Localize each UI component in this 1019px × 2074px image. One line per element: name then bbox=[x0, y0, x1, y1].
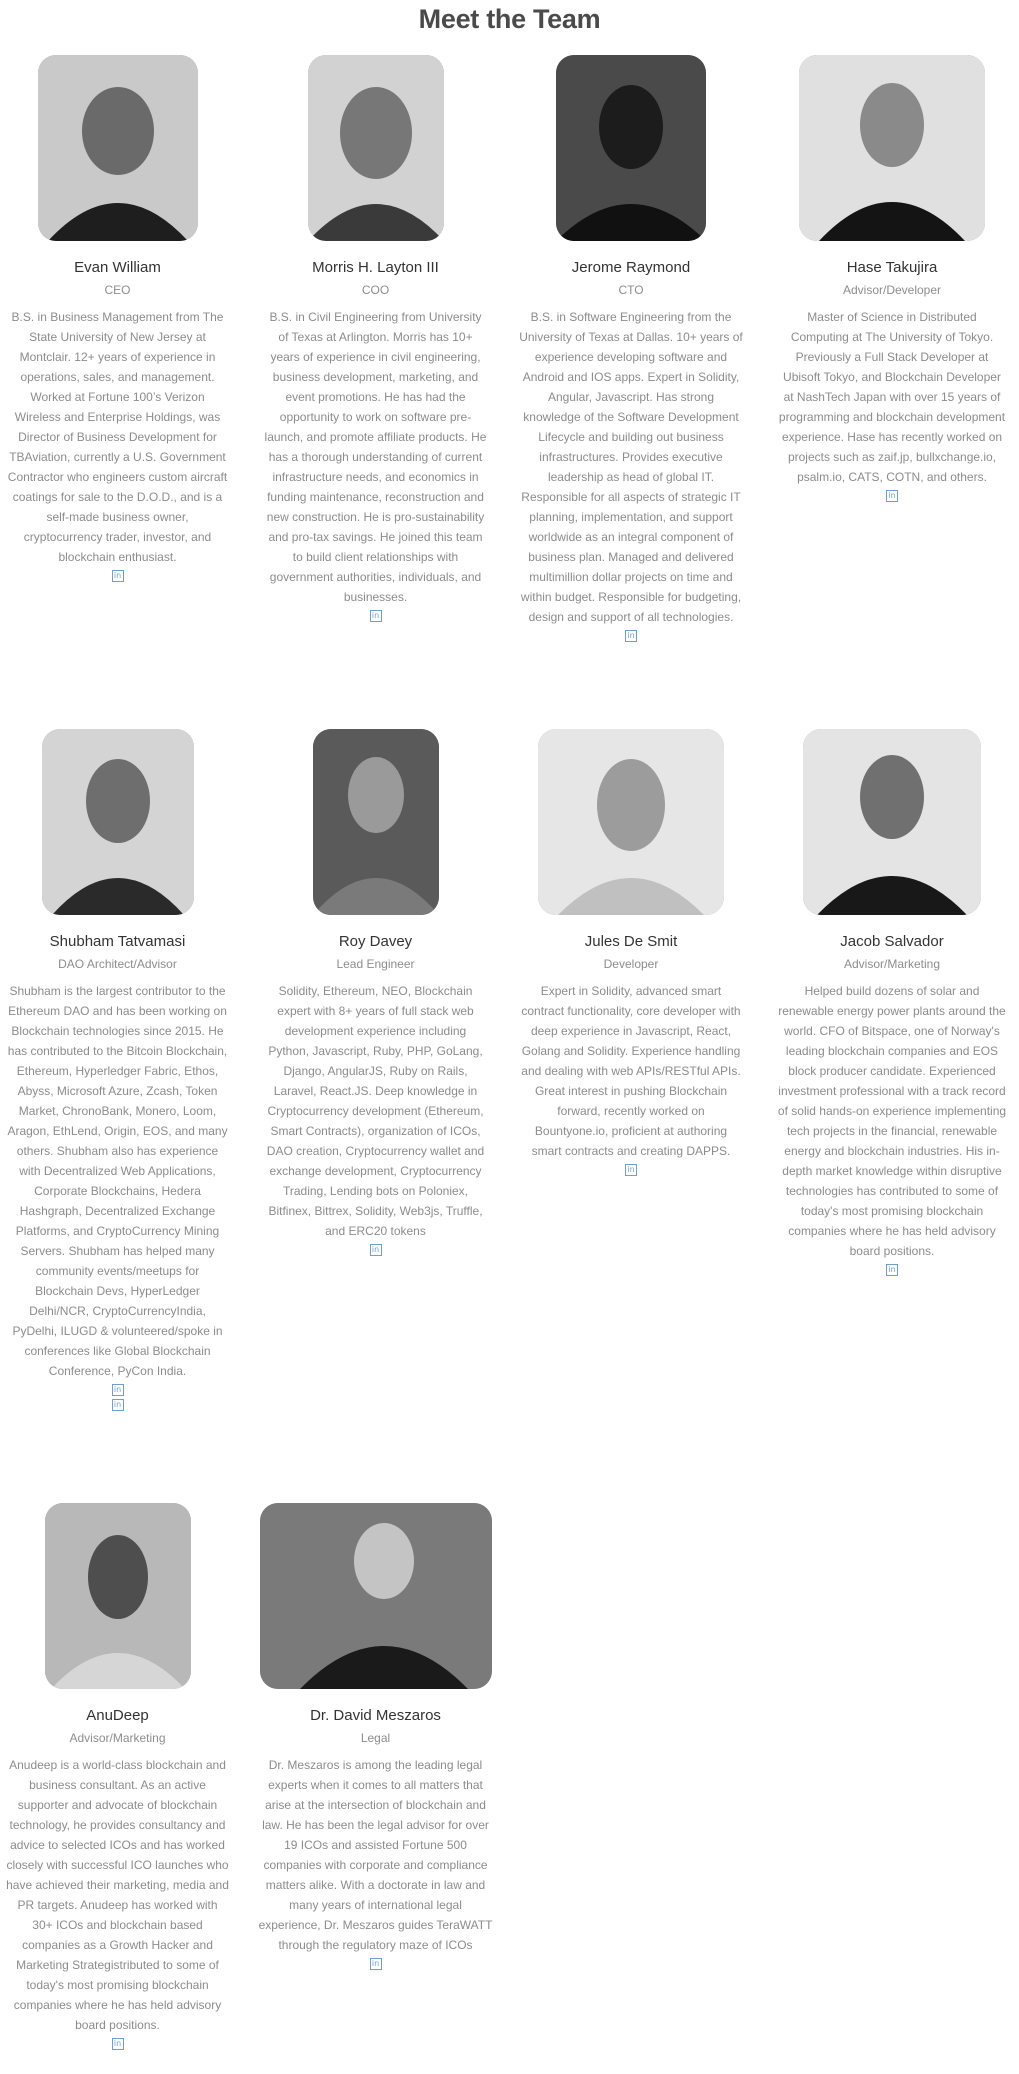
member-role: Lead Engineer bbox=[336, 957, 415, 971]
member-photo bbox=[42, 729, 194, 915]
team-member-morris bbox=[263, 55, 488, 622]
linkedin-icon[interactable]: in bbox=[625, 1164, 637, 1176]
team-member-hase bbox=[777, 55, 1007, 502]
member-role: Advisor/Marketing bbox=[843, 957, 941, 971]
linkedin-icon[interactable]: in bbox=[625, 630, 637, 642]
member-bio: Expert in Solidity, advanced smart contract functionality, core developer with deep experience in Javascript, React, Golang and Solidity. Experience handling and dealing with web APIs/RESTful APIs. Great interest in pushing Blockchain forward, recently worked on Bountyone.io, proficient at authoring smart contracts and creating DAPPS. bbox=[521, 984, 741, 1158]
page-title: Meet the Team bbox=[418, 4, 601, 34]
linkedin-icon[interactable]: in bbox=[112, 2038, 124, 2050]
member-name: Jacob Salvador bbox=[840, 933, 944, 950]
member-role: CEO bbox=[104, 283, 131, 297]
member-name: Hase Takujira bbox=[846, 259, 938, 276]
linkedin-icon[interactable]: in bbox=[886, 490, 898, 502]
member-name: Roy Davey bbox=[338, 933, 413, 950]
member-name: AnuDeep bbox=[86, 1707, 149, 1724]
member-name: Morris H. Layton III bbox=[312, 259, 439, 276]
member-photo bbox=[260, 1503, 492, 1689]
linkedin-icon[interactable]: in bbox=[370, 610, 382, 622]
member-name: Jerome Raymond bbox=[571, 259, 691, 276]
team-member-anudeep bbox=[6, 1503, 229, 2050]
member-photo bbox=[556, 55, 706, 241]
member-photo bbox=[38, 55, 198, 241]
team-member-jacob bbox=[777, 729, 1007, 1276]
linkedin-icon[interactable]: in bbox=[886, 1264, 898, 1276]
member-role: Advisor/Developer bbox=[842, 283, 942, 297]
member-bio: Anudeep is a world-class blockchain and business consultant. As an active supporter and advocate of blockchain technology, he provides consultancy and advice to selected ICOs and has worked closely with successful ICO launches who have achieved their marketing, media and PR targets. Anudeep has worked with 30+ ICOs and blockchain based companies as a Growth Hacker and Marketing Strategistributed to some of today's most promising blockchain companies where he has held advisory board positions. bbox=[6, 1758, 229, 2032]
member-name: Shubham Tatvamasi bbox=[49, 933, 186, 950]
member-bio: Shubham is the largest contributor to the Ethereum DAO and has been working on Blockchain technologies since 2015. He has contributed to the Bitcoin Blockchain, Ethereum, Hyperledger Fabric, Ethos, Abyss, Microsoft Azure, Zcash, Token Market, ChronoBank, Monero, Loom, Aragon, EthLend, Origin, EOS, and many others. Shubham also has experience with Decentralized Web Applications, Corporate Blockchains, Hedera Hashgraph, Decentralized Exchange Platforms, and CryptoCurrency Mining Servers. Shubham has helped many community events/meetups for Blockchain Devs, HyperLedger Delhi/NCR, CryptoCurrencyIndia, PyDelhi, ILUGD & volunteered/spoke in conferences like Global Blockchain Conference, PyCon India. bbox=[7, 984, 228, 1378]
member-name: Dr. David Meszaros bbox=[310, 1707, 441, 1724]
member-role: Advisor/Marketing bbox=[69, 1731, 166, 1745]
member-bio: Solidity, Ethereum, NEO, Blockchain expert with 8+ years of full stack web development experience including Python, Javascript, Ruby, PHP, GoLang, Django, AngularJS, Ruby on Rails, Laravel, React.JS. Deep knowledge in Cryptocurrency development (Ethereum, Smart Contracts), organization of ICOs, DAO creation, Cryptocurrency wallet and exchange development, Cryptocurrency Trading, Lending bots on Poloniex, Bitfinex, Bittrex, Solidity, Web3js, Truffle, and ERC20 tokens bbox=[266, 984, 485, 1238]
member-photo bbox=[538, 729, 724, 915]
member-bio: Dr. Meszaros is among the leading legal experts when it comes to all matters that arise at the intersection of blockchain and law. He has been the legal advisor for over 19 ICOs and assisted Fortune 500 companies with corporate and compliance matters alike. With a doctorate in law and many years of international legal experience, Dr. Meszaros guides TeraWATT through the regulatory maze of ICOs bbox=[258, 1758, 493, 1952]
member-bio: Helped build dozens of solar and renewable energy power plants around the world. CFO of Bitspace, one of Norway's leading blockchain companies and EOS block producer candidate. Experienced investment professional with a track record of solid hands-on experience implementing tech projects in the financial, renewable energy and blockchain industries. His in-depth market knowledge within disruptive technologies has contributed to some of today's most promising blockchain companies where he has held advisory board positions. bbox=[777, 984, 1007, 1258]
member-role: Developer bbox=[603, 957, 659, 971]
team-member-shubham bbox=[6, 729, 229, 1411]
team-member-evan bbox=[6, 55, 229, 582]
team-member-jerome bbox=[519, 55, 743, 642]
team-member-david bbox=[258, 1503, 493, 1970]
team-member-roy bbox=[263, 729, 488, 1256]
member-role: COO bbox=[361, 283, 390, 297]
member-bio: B.S. in Business Management from The State University of New Jersey at Montclair. 12+ years of experience in operations, sales, and management. Worked at Fortune 100’s Verizon Wireless and Enterprise Holdings, was Director of Business Development for TBAviation, currently a U.S. Government Contractor who engineers custom aircraft coatings for sale to the D.O.D., and is a self-made business owner, cryptocurrency trader, investor, and blockchain enthusiast. bbox=[7, 310, 228, 564]
member-name: Evan William bbox=[74, 259, 161, 276]
member-photo bbox=[45, 1503, 191, 1689]
linkedin-icon-secondary[interactable]: in bbox=[112, 1399, 124, 1411]
member-bio: Master of Science in Distributed Computing at The University of Tokyo. Previously a Full Stack Developer at Ubisoft Tokyo, and Blockchain Developer at NashTech Japan with over 15 years of programming and blockchain development experience. Hase has recently worked on projects such as zaif.jp, bullxchange.io, psalm.io, CATS, COTN, and others. bbox=[778, 310, 1006, 484]
linkedin-icon[interactable]: in bbox=[370, 1244, 382, 1256]
linkedin-icon[interactable]: in bbox=[112, 1384, 124, 1396]
linkedin-icon[interactable]: in bbox=[370, 1958, 382, 1970]
member-bio: B.S. in Software Engineering from the University of Texas at Dallas. 10+ years of experience developing software and Android and IOS apps. Expert in Solidity, Angular, Javascript. Has strong knowledge of the Software Development Lifecycle and building out business infrastructures. Provides executive leadership as head of global IT. Responsible for all aspects of strategic IT planning, implementation, and support worldwide as an integral component of business plan. Managed and delivered multimillion dollar projects on time and within budget. Responsible for budgeting, design and support of all technologies. bbox=[519, 310, 743, 624]
member-bio: B.S. in Civil Engineering from University of Texas at Arlington. Morris has 10+ years of experience in civil engineering, business development, marketing, and event promotions. He has had the opportunity to work on software pre-launch, and promote affiliate products. He has a thorough understanding of current infrastructure needs, and economics in funding maintenance, reconstruction and new construction. He is pro-sustainability and pro-tax savings. He joined this team to build client relationships with government authorities, individuals, and businesses. bbox=[264, 310, 487, 604]
member-role: Legal bbox=[360, 1731, 391, 1745]
member-photo bbox=[308, 55, 444, 241]
linkedin-icon[interactable]: in bbox=[112, 570, 124, 582]
member-role: CTO bbox=[618, 283, 644, 297]
member-photo bbox=[799, 55, 985, 241]
member-name: Jules De Smit bbox=[584, 933, 678, 950]
member-photo bbox=[313, 729, 439, 915]
member-role: DAO Architect/Advisor bbox=[58, 957, 177, 971]
member-photo bbox=[803, 729, 981, 915]
team-member-jules bbox=[519, 729, 743, 1176]
